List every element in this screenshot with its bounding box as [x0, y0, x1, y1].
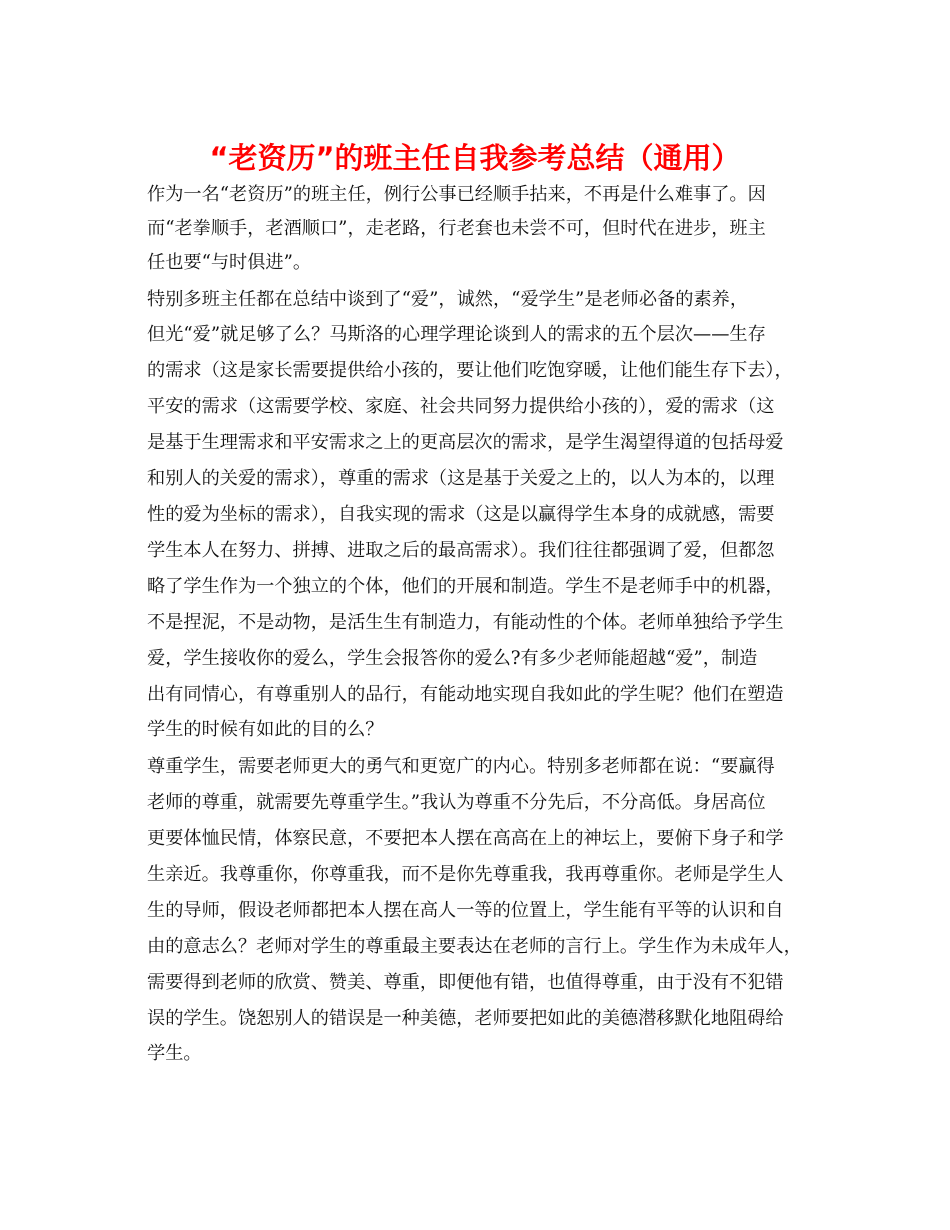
body-line: 作为一名“老资历”的班主任，例行公事已经顺手拈来，不再是什么难事了。因: [147, 184, 766, 205]
body-line: 平安的需求（这需要学校、家庭、社会共同努力提供给小孩的），爱的需求（这: [147, 396, 775, 417]
body-line: 的需求（这是家长需要提供给小孩的，要让他们吃饱穿暖，让他们能生存下去），: [147, 360, 793, 381]
body-line: 由的意志么？老师对学生的尊重最主要表达在老师的言行上。学生作为未成年人，: [147, 936, 802, 957]
body-line: 学生。: [147, 1043, 202, 1064]
body-line: 性的爱为坐标的需求），自我实现的需求（这是以赢得学生本身的成就感，需要: [147, 504, 775, 525]
body-line: 和别人的关爱的需求），尊重的需求（这是基于关爱之上的，以人为本的，以理: [147, 468, 775, 489]
body-line: 略了学生作为一个独立的个体，他们的开展和制造。学生不是老师手中的机器，: [147, 576, 784, 597]
body-line: 学生本人在努力、拼搏、进取之后的最高需求）。我们往往都强调了爱，但都忽: [147, 540, 775, 561]
body-line: 老师的尊重，就需要先尊重学生。”我认为尊重不分先后，不分高低。身居高位: [147, 792, 766, 813]
body-line: 是基于生理需求和平安需求之上的更高层次的需求，是学生渴望得道的包括母爱: [147, 432, 784, 453]
body-line: 生亲近。我尊重你，你尊重我，而不是你先尊重我，我再尊重你。老师是学生人: [147, 864, 784, 885]
body-line: 但光“爱”就足够了么？马斯洛的心理学理论谈到人的需求的五个层次——生存: [147, 324, 766, 345]
body-line: 爱，学生接收你的爱么，学生会报答你的爱么?有多少老师能超越“爱”，制造: [147, 648, 758, 669]
body-line: 需要得到老师的欣赏、赞美、尊重，即便他有错，也值得尊重，由于没有不犯错: [147, 972, 784, 993]
body-line: 学生的时候有如此的目的么？: [147, 719, 384, 740]
body-line: 而“老拳顺手，老酒顺口”，走老路，行老套也未尝不可，但时代在进步，班主: [147, 218, 766, 239]
body-line: 任也要“与时俱进”。: [147, 252, 312, 273]
body-line: 更要体恤民情，体察民意，不要把本人摆在高高在上的神坛上，要俯下身子和学: [147, 828, 784, 849]
body-line: 不是捏泥，不是动物，是活生生有制造力，有能动性的个体。老师单独给予学生: [147, 612, 784, 633]
body-line: 特别多班主任都在总结中谈到了“爱”，诚然，“爱学生”是老师必备的素养，: [147, 289, 749, 310]
body-line: 误的学生。饶恕别人的错误是一种美德，老师要把如此的美德潜移默化地阻碍给: [147, 1008, 784, 1029]
body-line: 尊重学生，需要老师更大的勇气和更宽广的内心。特别多老师都在说：“要赢得: [147, 756, 775, 777]
body-line: 生的导师，假设老师都把本人摆在高人一等的位置上，学生能有平等的认识和自: [147, 900, 784, 921]
document-title: “老资历”的班主任自我参考总结（通用）: [209, 141, 741, 175]
body-line: 出有同情心，有尊重别人的品行，有能动地实现自我如此的学生呢？他们在塑造: [147, 684, 784, 705]
